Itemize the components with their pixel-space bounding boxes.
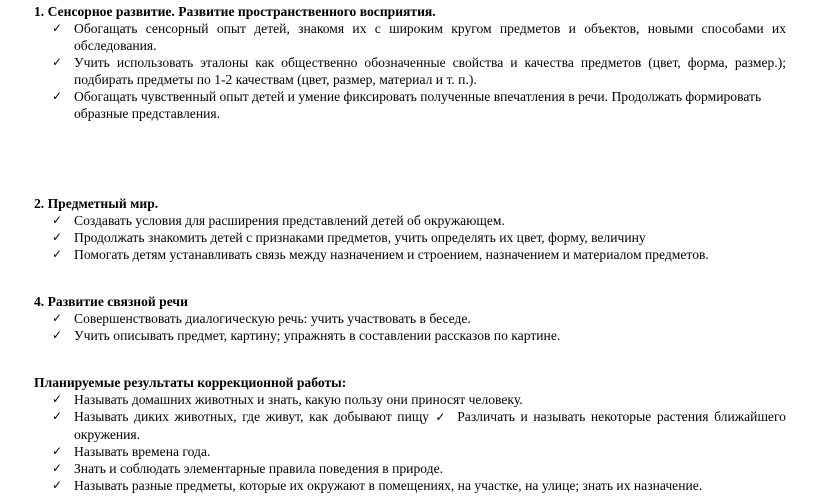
bullet-list [34, 20, 786, 122]
section-sensory-development [34, 3, 786, 122]
section-heading: 1. Сенсорное развитие. Развитие пространственного восприятия. [34, 4, 436, 19]
section-coherent-speech [34, 293, 786, 344]
list-item [34, 391, 786, 408]
list-item [34, 327, 786, 344]
check-icon: ✓ [52, 213, 63, 227]
check-icon: ✓ [52, 247, 63, 261]
section-object-world [34, 195, 786, 263]
check-icon: ✓ [52, 392, 63, 406]
bullet-list [34, 391, 786, 494]
list-item-text: Знать и соблюдать элементарные правила поведения в природе. [74, 461, 444, 476]
check-icon: ✓ [52, 478, 63, 492]
list-item-text: Продолжать знакомить детей с признаками предметов, учить определять их цвет, форму, величину [74, 230, 646, 245]
list-item [34, 443, 786, 460]
list-item-text: Называть домашних животных и знать, какую пользу они приносят человеку. [74, 392, 523, 407]
list-item-text: Обогащать чувственный опыт детей и умение фиксировать полученные впечатления в речи. Продолжать формировать образные представления. [74, 89, 762, 121]
check-icon: ✓ [52, 89, 63, 103]
list-item [34, 88, 786, 122]
list-item [34, 246, 786, 263]
bullet-list [34, 310, 786, 344]
list-item-text: Называть диких животных, где живут, как добывают пищу [74, 409, 430, 424]
check-icon: ✓ [433, 410, 448, 424]
check-icon: ✓ [52, 328, 63, 342]
list-item-text: Создавать условия для расширения представлений детей об окружающем. [74, 213, 505, 228]
list-item-text: Совершенствовать диалогическую речь: учить участвовать в беседе. [74, 311, 471, 326]
check-icon: ✓ [52, 230, 63, 244]
section-heading: 2. Предметный мир. [34, 196, 159, 211]
list-item-text: Учить описывать предмет, картину; упражнять в составлении рассказов по картине. [74, 328, 561, 343]
list-item [34, 460, 786, 477]
check-icon: ✓ [52, 21, 63, 35]
bullet-list [34, 212, 786, 263]
section-heading: Планируемые результаты коррекционной работы: [34, 375, 347, 390]
check-icon: ✓ [52, 444, 63, 458]
list-item [34, 212, 786, 229]
list-item-text: Помогать детям устанавливать связь между назначением и строением, назначением и материалом предметов. [74, 247, 709, 262]
check-icon: ✓ [52, 409, 63, 423]
list-item-text: Называть разные предметы, которые их окружают в помещениях, на участке, на улице; знать их назначение. [74, 478, 703, 493]
check-icon: ✓ [52, 311, 63, 325]
list-item [34, 20, 786, 54]
list-item [34, 477, 786, 494]
list-item-text: Обогащать сенсорный опыт детей, знакомя их с широким кругом предметов и объектов, новыми способами их обследования. [74, 21, 786, 53]
list-item [34, 408, 786, 443]
list-item-text: Называть времена года. [74, 444, 211, 459]
list-item [34, 310, 786, 327]
check-icon: ✓ [52, 461, 63, 475]
section-heading: 4. Развитие связной речи [34, 294, 188, 309]
list-item [34, 54, 786, 88]
section-planned-results [34, 374, 786, 494]
list-item-text: Различать и называть некоторые растения ближайшего окружения. [74, 409, 786, 442]
list-item [34, 229, 786, 246]
list-item-text: Учить использовать эталоны как общественно обозначенные свойства и качества предметов (цвет, форма, размер.); подбирать предметы по 1-2 качествам (цвет, размер, материал и т. п.). [74, 55, 786, 87]
check-icon: ✓ [52, 55, 63, 69]
